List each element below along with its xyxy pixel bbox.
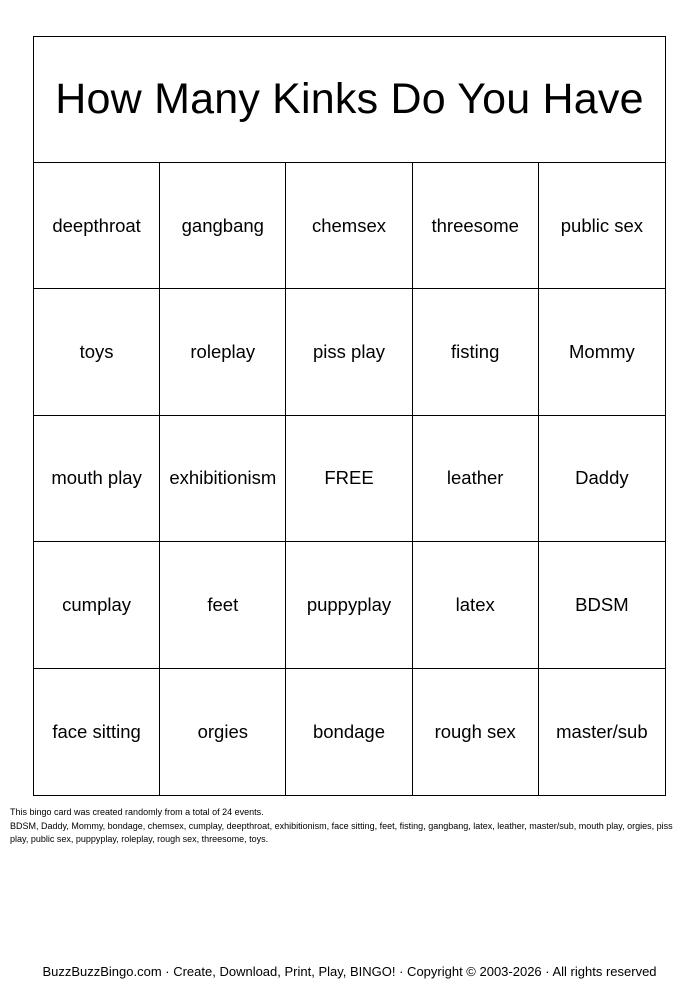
bingo-cell: public sex bbox=[539, 163, 665, 289]
bingo-cell: gangbang bbox=[160, 163, 286, 289]
bingo-cell: chemsex bbox=[286, 163, 412, 289]
bingo-cell: bondage bbox=[286, 669, 412, 795]
card-info-summary: This bingo card was created randomly from a total of 24 events. bbox=[10, 807, 264, 817]
bingo-cell: orgies bbox=[160, 669, 286, 795]
bingo-card bbox=[33, 36, 666, 796]
bingo-cell: rough sex bbox=[413, 669, 539, 795]
bingo-cell: puppyplay bbox=[286, 542, 412, 668]
bingo-cell: face sitting bbox=[34, 669, 160, 795]
card-title: How Many Kinks Do You Have bbox=[34, 37, 665, 163]
bingo-cell: feet bbox=[160, 542, 286, 668]
bingo-cell: fisting bbox=[413, 289, 539, 415]
bingo-cell: toys bbox=[34, 289, 160, 415]
bingo-cell: BDSM bbox=[539, 542, 665, 668]
bingo-cell: threesome bbox=[413, 163, 539, 289]
bingo-cell: mouth play bbox=[34, 416, 160, 542]
bingo-cell: master/sub bbox=[556, 720, 648, 742]
card-info bbox=[10, 806, 690, 847]
bingo-cell: deepthroat bbox=[34, 163, 160, 289]
free-space-cell: FREE bbox=[286, 416, 412, 542]
site-footer: BuzzBuzzBingo.com · Create, Download, Print, Play, BINGO! · Copyright © 2003-2026 · All rights reserved bbox=[42, 964, 657, 979]
bingo-cell: Mommy bbox=[539, 289, 665, 415]
bingo-cell: exhibitionism bbox=[160, 416, 286, 542]
bingo-cell: piss play bbox=[286, 289, 412, 415]
bingo-cell: leather bbox=[413, 416, 539, 542]
bingo-cell: Daddy bbox=[539, 416, 665, 542]
bingo-grid bbox=[34, 163, 665, 795]
bingo-cell: latex bbox=[413, 542, 539, 668]
bingo-cell: cumplay bbox=[34, 542, 160, 668]
card-info-events: BDSM, Daddy, Mommy, bondage, chemsex, cumplay, deepthroat, exhibitionism, face sitting, feet, fisting, gangbang, latex, leather, master/sub, mouth play, orgies, piss play, public sex, puppyplay, roleplay, rough sex, threesome, toys. bbox=[10, 820, 673, 844]
bingo-cell: roleplay bbox=[160, 289, 286, 415]
